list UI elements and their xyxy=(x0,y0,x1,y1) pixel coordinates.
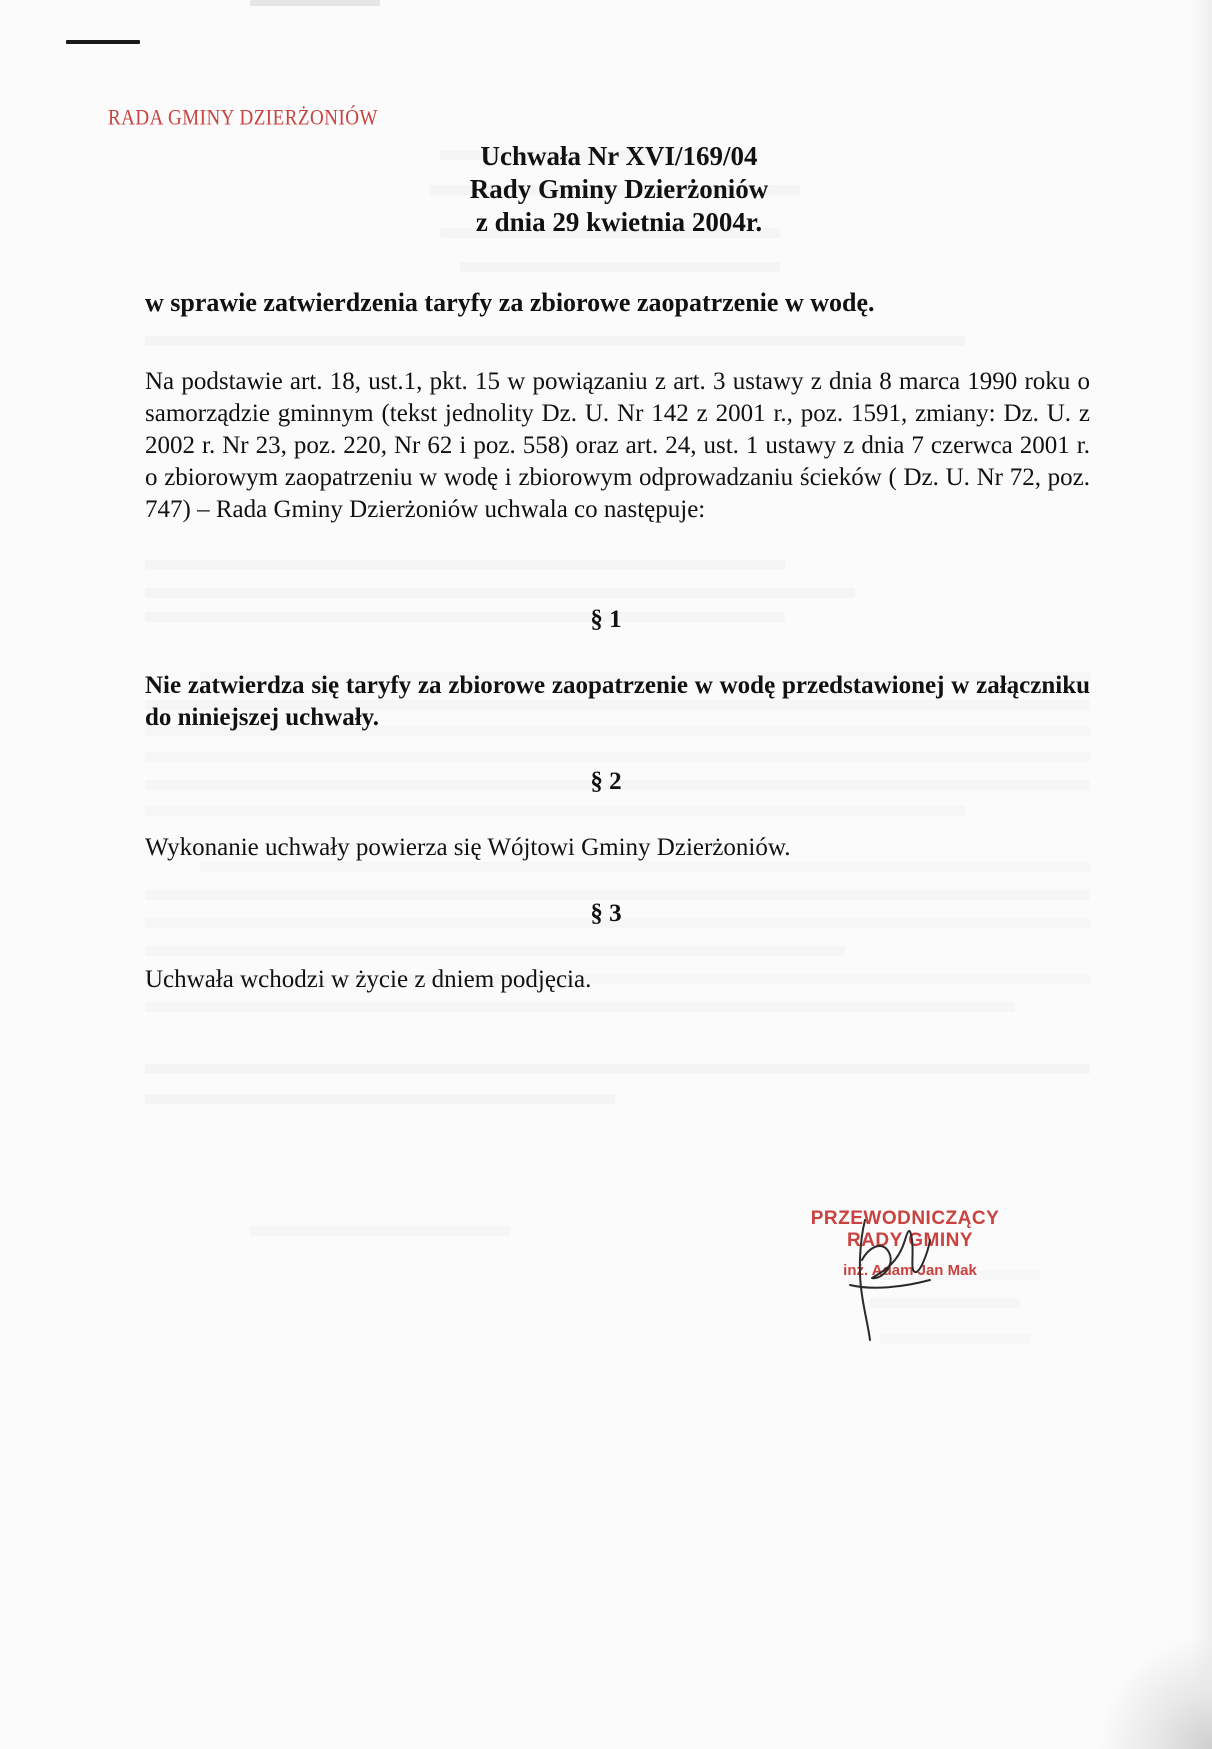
stamp-title: PRZEWODNICZĄCY xyxy=(810,1208,1000,1229)
title-number: Uchwała Nr XVI/169/04 xyxy=(480,141,758,171)
section-1-sign: § 1 xyxy=(590,606,622,633)
section-2-sign: § 2 xyxy=(590,768,622,795)
section-3-sign: § 3 xyxy=(590,900,622,927)
resolution-title xyxy=(0,140,1212,239)
title-council: Rady Gminy Dzierżoniów xyxy=(469,174,769,204)
preamble: Na podstawie art. 18, ust.1, pkt. 15 w powiązaniu z art. 3 ustawy z dnia 8 marca 1990 roku o samorządzie gminnym (tekst jednolity Dz. U. Nr 142 z 2001 r., poz. 1591, zmiany: Dz. U. z 2002 r. Nr 23, poz. 220, Nr 62 i poz. 558) oraz art. 24, ust. 1 ustawy z dnia 7 czerwca 2001 r. o zbiorowym zaopatrzeniu w wodę i zbiorowym odprowadzaniu ścieków ( Dz. U. Nr 72, poz. 747) – Rada Gminy Dzierżoniów uchwala co następuje: xyxy=(145,368,1090,523)
council-stamp: RADA GMINY DZIERŻONIÓW xyxy=(108,106,378,131)
section-1-text: Nie zatwierdza się taryfy za zbiorowe zaopatrzenie w wodę przedstawionej w załączniku do niniejszej uchwały. xyxy=(145,672,1090,731)
stamp-name: inż. Adam Jan Mak xyxy=(843,1262,977,1279)
scan-edge xyxy=(1190,0,1212,1749)
handwritten-signature xyxy=(810,1200,970,1350)
scan-corner-shadow xyxy=(1092,1639,1212,1749)
resolution-subject: w sprawie zatwierdzenia taryfy za zbiorowe zaopatrzenie w wodę. xyxy=(145,288,875,317)
title-date: z dnia 29 kwietnia 2004r. xyxy=(475,207,763,237)
stamp-council: RADY GMINY xyxy=(846,1230,974,1251)
section-2-text: Wykonanie uchwały powierza się Wójtowi Gminy Dzierżoniów. xyxy=(145,834,791,861)
scan-mark xyxy=(66,40,140,44)
scan-shade xyxy=(250,0,380,6)
section-3-text: Uchwała wchodzi w życie z dniem podjęcia. xyxy=(145,966,592,993)
